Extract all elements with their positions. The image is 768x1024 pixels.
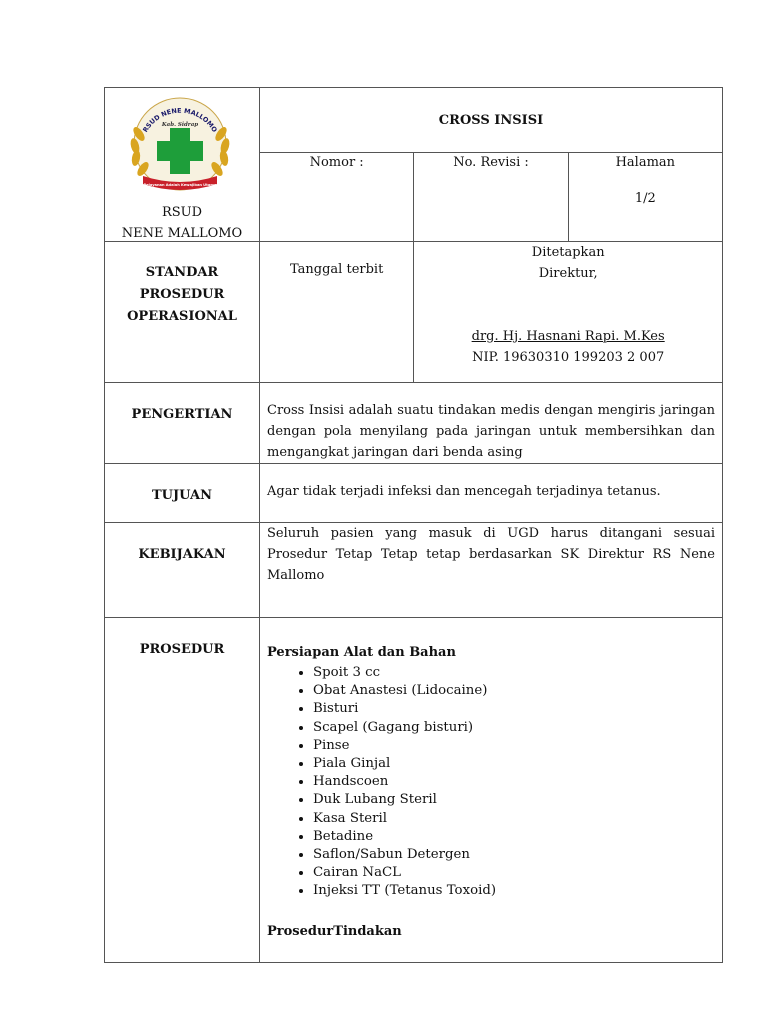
signer-nip: NIP. 19630310 199203 2 007: [472, 350, 665, 365]
standar-line-2: PROSEDUR: [139, 287, 225, 302]
equipment-item: • Handscoen: [313, 773, 715, 791]
tanggal-label: Tanggal terbit: [290, 262, 384, 277]
prosedur-content: [260, 618, 723, 963]
revisi-cell: [414, 153, 568, 242]
prosedur-label: PROSEDUR: [105, 618, 260, 963]
hospital-logo: [121, 96, 239, 196]
pengertian-label: PENGERTIAN: [105, 383, 260, 464]
pengertian-text: Cross Insisi adalah suatu tindakan medis dengan mengiris jaringan dengan pola menyilang pada jaringan untuk membersihkan dan mengangkat jaringan dari benda asing: [260, 383, 723, 464]
equipment-item: • Cairan NaCL: [313, 864, 715, 882]
equipment-item: • Saflon/Sabun Detergen: [313, 846, 715, 864]
svg-text:Kab. Sidrap: Kab. Sidrap: [161, 122, 199, 128]
revisi-label: No. Revisi :: [453, 155, 529, 170]
kebijakan-text: Seluruh pasien yang masuk di UGD harus ditangani sesuai Prosedur Tetap Tetap tetap berdasarkan SK Direktur RS Nene Mallomo: [260, 523, 723, 618]
document-title: CROSS INSISI: [260, 88, 723, 153]
tanggal-cell: [260, 242, 414, 383]
svg-text:RSUD NENE MALLOMO: RSUD NENE MALLOMO: [141, 106, 219, 134]
ditetapkan-cell: [414, 242, 723, 383]
persiapan-heading: Persiapan Alat dan Bahan: [267, 645, 456, 660]
equipment-list: [267, 664, 715, 901]
equipment-item: • Pinse: [313, 737, 715, 755]
halaman-cell: [568, 153, 722, 242]
tindakan-heading: ProsedurTindakan: [267, 923, 402, 939]
equipment-item: • Spoit 3 cc: [313, 664, 715, 682]
svg-text:Pelayanan Adalah Kewajiban Uta: Pelayanan Adalah Kewajiban Utama: [143, 183, 217, 187]
equipment-item: • Obat Anastesi (Lidocaine): [313, 682, 715, 700]
nomor-label: Nomor :: [309, 155, 364, 170]
equipment-item: • Duk Lubang Steril: [313, 791, 715, 809]
sop-table: [104, 87, 723, 963]
tujuan-text: Agar tidak terjadi infeksi dan mencegah terjadinya tetanus.: [260, 464, 723, 523]
equipment-item: • Scapel (Gagang bisturi): [313, 719, 715, 737]
standar-label: [105, 242, 260, 383]
equipment-item: • Kasa Steril: [313, 810, 715, 828]
sop-document: [104, 87, 723, 963]
kebijakan-label: KEBIJAKAN: [105, 523, 260, 618]
direktur-label: Direktur,: [538, 266, 598, 281]
org-line-1: RSUD: [161, 205, 203, 220]
halaman-value: 1/2: [634, 191, 656, 206]
equipment-item: • Piala Ginjal: [313, 755, 715, 773]
signer-name: drg. Hj. Hasnani Rapi. M.Kes: [471, 329, 665, 344]
logo-cell: [105, 88, 260, 242]
ditetapkan-label: Ditetapkan: [531, 245, 605, 260]
hospital-name: [105, 202, 259, 244]
nomor-cell: [260, 153, 414, 242]
tujuan-label: TUJUAN: [105, 464, 260, 523]
standar-line-3: OPERASIONAL: [127, 309, 237, 324]
standar-line-1: STANDAR: [145, 265, 219, 280]
equipment-item: • Injeksi TT (Tetanus Toxoid): [313, 882, 715, 900]
halaman-label: Halaman: [615, 155, 676, 170]
equipment-item: • Bisturi: [313, 700, 715, 718]
org-line-2: NENE MALLOMO: [121, 226, 243, 241]
equipment-item: • Betadine: [313, 828, 715, 846]
